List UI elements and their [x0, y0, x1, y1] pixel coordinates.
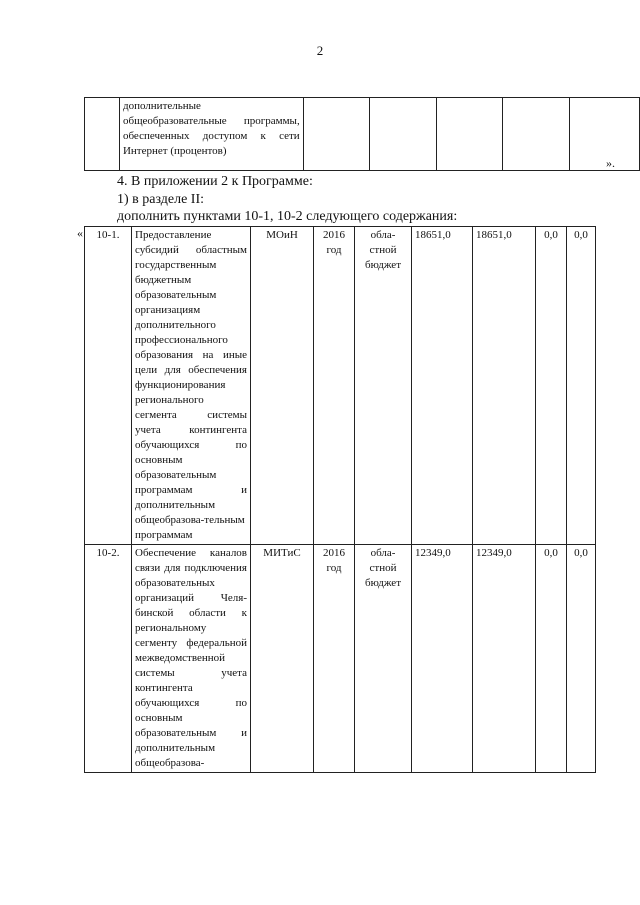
- row-value-2: 0,0: [567, 545, 596, 773]
- row-total: 18651,0: [412, 227, 473, 545]
- row-year-value: 18651,0: [473, 227, 536, 545]
- cell-empty: [569, 98, 639, 171]
- paragraph: дополнить пунктами 10-1, 10-2 следующего содержания:: [117, 209, 458, 224]
- paragraph: 4. В приложении 2 к Программе:: [117, 174, 313, 189]
- cell-description: дополнительные общеобразовательные программы, обеспеченных доступом к сети Интернет (процентов): [119, 98, 303, 171]
- main-table: [84, 226, 596, 773]
- row-value-1: 0,0: [536, 545, 567, 773]
- paragraph: 1) в разделе II:: [117, 192, 205, 207]
- row-name: Обеспечение каналов связи для подключения образовательных организаций Челя-бинской области к региональному сегменту федеральной межведомственной системы учета контингента обучающихся по основным образовательным и дополнительным общеобразова-: [132, 545, 251, 773]
- row-number: 10-2.: [85, 545, 132, 773]
- cell-empty: [502, 98, 569, 171]
- row-executor: МОиН: [251, 227, 314, 545]
- row-source: обла-стной бюджет: [355, 227, 412, 545]
- row-name: Предоставление субсидий областным государственным бюджетным образовательным организациям дополнительного профессионального образования на иные цели для обеспечения функционирования регионального сегмента системы учета контингента обучающихся по основным образовательным программам и дополнительным общеобразова-тельным программам: [132, 227, 251, 545]
- open-quote: «: [77, 226, 83, 240]
- row-value-2: 0,0: [567, 227, 596, 545]
- top-table: [84, 97, 640, 171]
- row-total: 12349,0: [412, 545, 473, 773]
- row-year: 2016 год: [314, 227, 355, 545]
- close-quote: ».: [606, 156, 615, 170]
- row-number: 10-1.: [85, 227, 132, 545]
- cell-empty: [85, 98, 120, 171]
- table-row: [85, 545, 596, 773]
- cell-empty: [303, 98, 370, 171]
- row-source: обла-стной бюджет: [355, 545, 412, 773]
- row-year: 2016 год: [314, 545, 355, 773]
- row-year-value: 12349,0: [473, 545, 536, 773]
- cell-empty: [437, 98, 503, 171]
- cell-empty: [370, 98, 437, 171]
- table-row: [85, 227, 596, 545]
- page-number: 2: [316, 43, 324, 58]
- row-value-1: 0,0: [536, 227, 567, 545]
- row-executor: МИТиС: [251, 545, 314, 773]
